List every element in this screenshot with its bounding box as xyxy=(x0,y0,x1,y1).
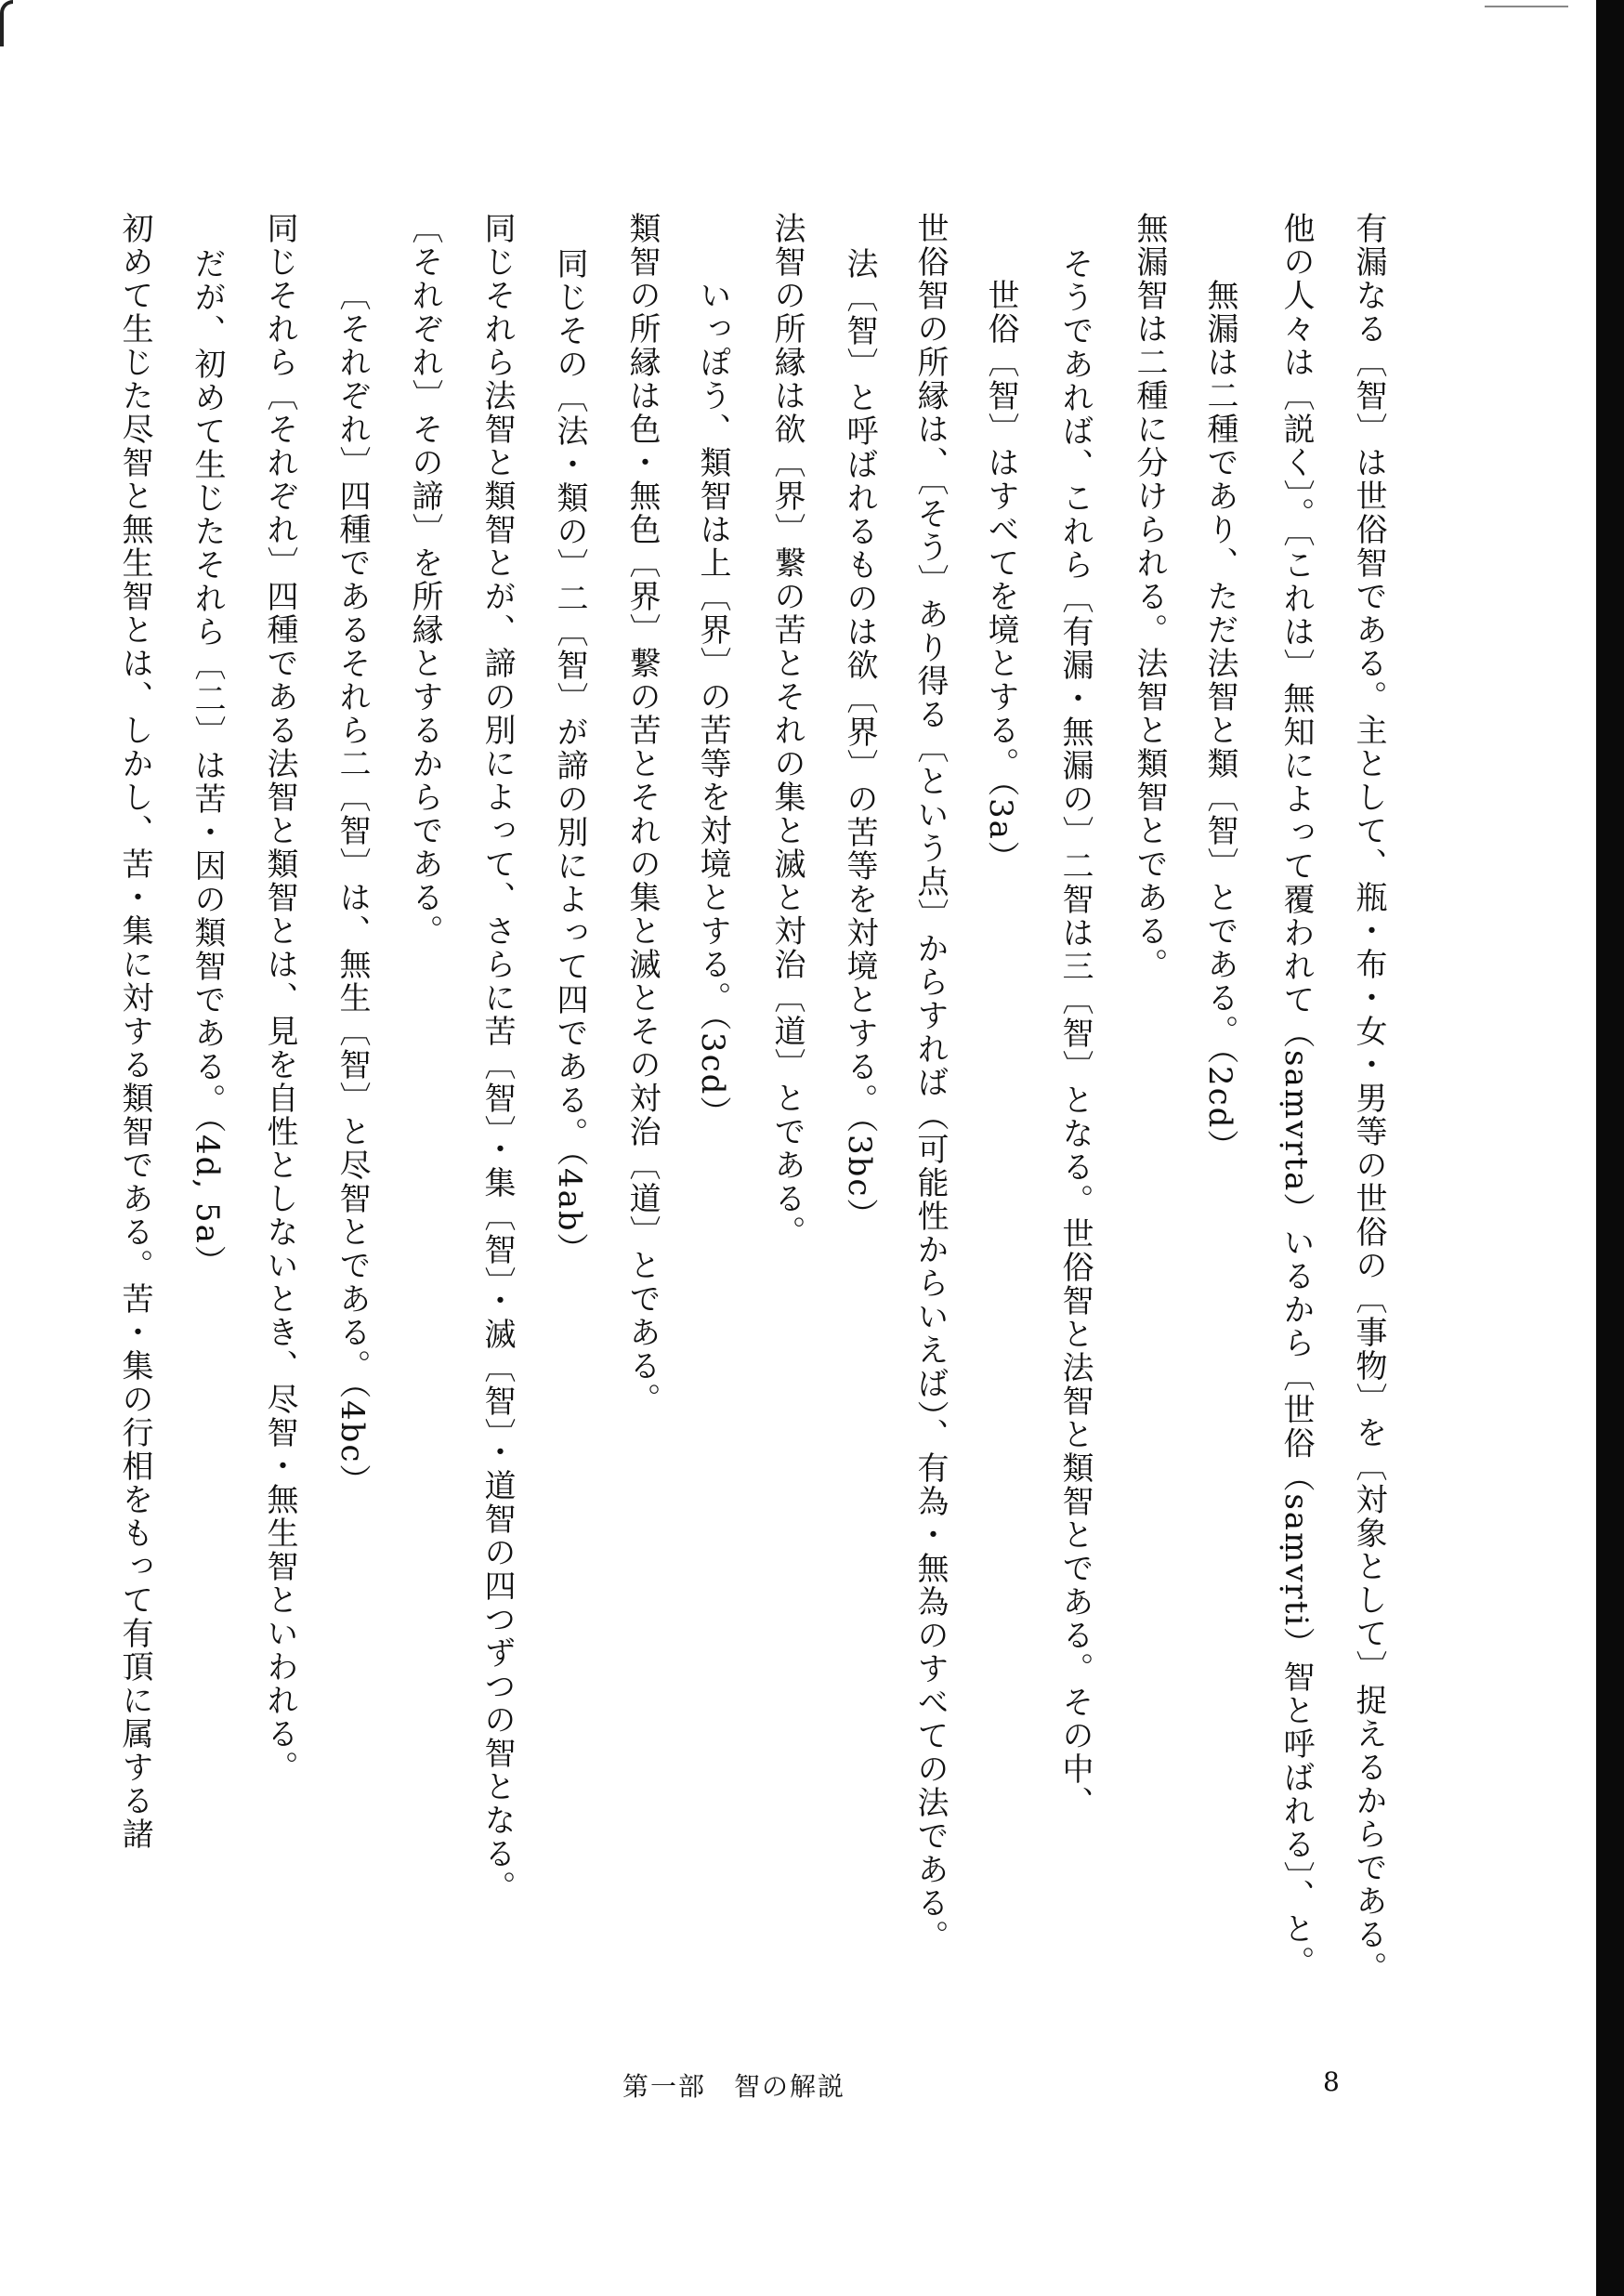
scan-page-edge xyxy=(1596,0,1624,2296)
text-column: いっぽう、類智は上〔界〕の苦等を対境とする。（3cd） xyxy=(694,279,731,1130)
page-number: 8 xyxy=(1323,2066,1340,2097)
text-column: 他の人々は〔説く〕。〔これは〕無知によって覆われて（saṃvṛta）いるから〔世俗（saṃvṛti）智と呼ばれる〕、と。 xyxy=(1277,212,1315,1980)
text-column: 同じそれら〔それぞれ〕四種である法智と類智とは、見を自性としないとき、尽智・無生智といわれる。 xyxy=(261,212,298,1784)
text-column: 〔それぞれ〕四種であるそれら二〔智〕は、無生〔智〕と尽智とである。（4bc） xyxy=(334,279,371,1498)
text-column: 類智の所縁は色・無色〔界〕繋の苦とそれの集と滅とその対治〔道〕とである。 xyxy=(623,212,661,1416)
text-column: 同じその〔法・類の〕二〔智〕が諦の別によって四である。（4ab） xyxy=(551,247,588,1266)
scan-corner-mark xyxy=(0,0,13,46)
text-column: 有漏なる〔智〕は世俗智である。主として、瓶・布・女・男等の世俗の〔事物〕を〔対象として〕捉えるからである。 xyxy=(1350,212,1387,1985)
text-column: 法〔智〕と呼ばれるものは欲〔界〕の苦等を対境とする。（3bc） xyxy=(841,247,878,1232)
running-footer: 第一部 智の解説 xyxy=(622,2071,845,2102)
text-column: 初めて生じた尽智と無生智とは、しかし、苦・集に対する類智である。苦・集の行相をもって有頂に属する諸 xyxy=(116,212,153,1851)
text-column: 世俗智の所縁は、〔そう〕あり得る〔という点〕からすれば（可能性からいえば）、有為・無為のすべての法である。 xyxy=(911,212,949,1953)
text-column: そうであれば、これら〔有漏・無漏の〕二智は三〔智〕となる。世俗智と法智と類智とである。その中、 xyxy=(1056,247,1094,1819)
scan-top-rule xyxy=(1485,6,1568,7)
text-column: 法智の所縁は欲〔界〕繋の苦とそれの集と滅と対治〔道〕とである。 xyxy=(768,212,805,1249)
text-column: だが、初めて生じたそれら〔二〕は苦・因の類智である。（4d, 5a） xyxy=(189,247,226,1279)
text-column: 無漏は二種であり、ただ法智と類〔智〕とである。（2cd） xyxy=(1201,279,1238,1163)
text-column: 無漏智は二種に分けられる。法智と類智とである。 xyxy=(1131,212,1168,981)
text-column: 〔それぞれ〕その諦〕を所縁とするからである。 xyxy=(406,212,443,948)
text-column: 同じそれら法智と類智とが、諦の別によって、さらに苦〔智〕・集〔智〕・滅〔智〕・道智の四つずつの智となる。 xyxy=(478,212,516,1904)
text-column: 世俗〔智〕はすべてを境とする。（3a） xyxy=(982,279,1019,874)
